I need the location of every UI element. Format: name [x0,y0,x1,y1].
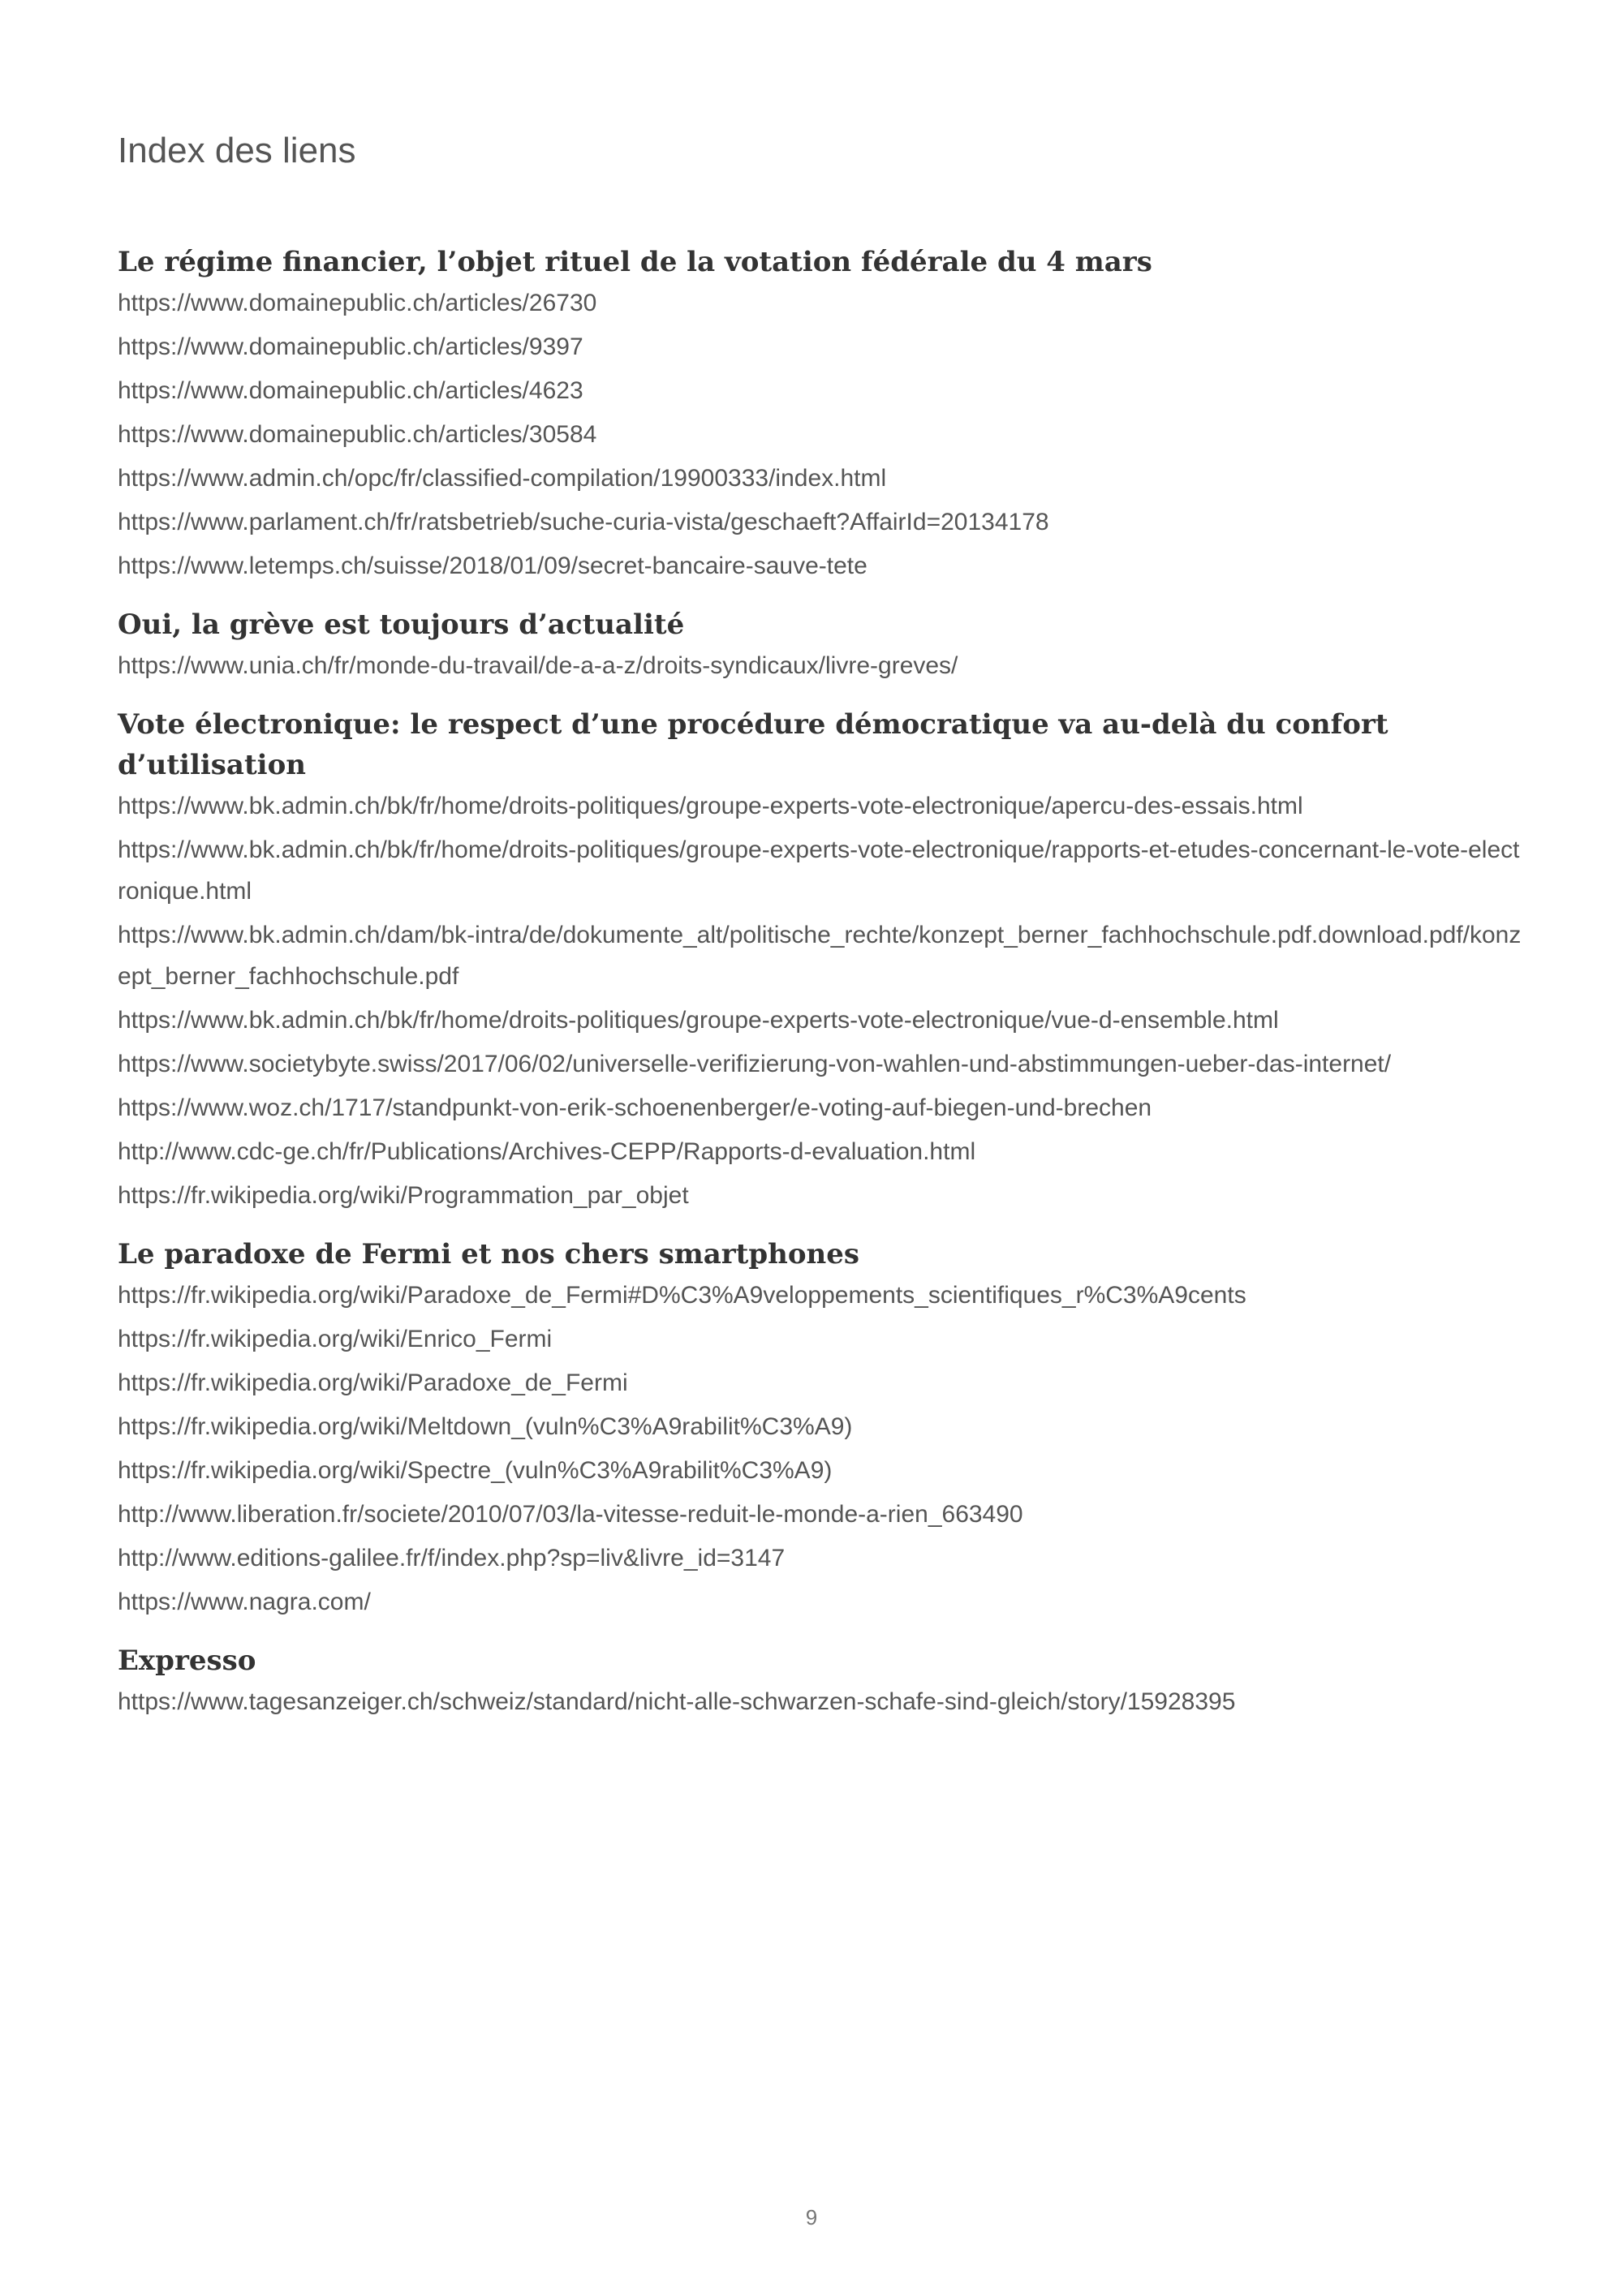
list-item [118,1318,1522,1360]
link[interactable]: https://www.woz.ch/1717/standpunkt-von-erik-schoenenberger/e-voting-auf-biegen-und-brechen [118,1094,1152,1121]
list-item [118,501,1522,543]
link[interactable]: https://fr.wikipedia.org/wiki/Spectre_(vuln%C3%A9rabilit%C3%A9) [118,1457,833,1484]
link[interactable]: https://fr.wikipedia.org/wiki/Programmation_par_objet [118,1182,689,1209]
section-title: Oui, la grève est toujours d’actualité [118,608,685,641]
section-expresso [118,1640,1522,1722]
section-paradoxe-fermi [118,1234,1522,1623]
link[interactable]: https://www.bk.admin.ch/bk/fr/home/droits-politiques/groupe-experts-vote-electronique/apercu-des-essais.html [118,793,1303,819]
link[interactable]: https://www.nagra.com/ [118,1589,371,1615]
link-list [118,645,1522,686]
link[interactable]: https://www.letemps.ch/suisse/2018/01/09/secret-bancaire-sauve-tete [118,553,867,579]
list-item [118,326,1522,368]
section-title: Expresso [118,1645,256,1677]
list-item [118,1175,1522,1216]
section-title: Le paradoxe de Fermi et nos chers smartphones [118,1238,860,1271]
link[interactable]: https://fr.wikipedia.org/wiki/Enrico_Fermi [118,1326,553,1352]
page-number: 9 [805,2205,818,2229]
link[interactable]: https://www.bk.admin.ch/dam/bk-intra/de/dokumente_alt/politische_rechte/konzept_berner_fachhochschule.pdf.download.pdf/konzept_berner_fachhochschule.pdf [118,922,1522,990]
link[interactable]: https://www.societybyte.swiss/2017/06/02/universelle-verifizierung-von-wahlen-und-abstimmungen-ueber-das-internet/ [118,1051,1392,1077]
link-list [118,785,1522,1216]
list-item [118,914,1522,997]
link-list [118,1275,1522,1623]
link[interactable]: https://www.unia.ch/fr/monde-du-travail/de-a-a-z/droits-syndicaux/livre-greves/ [118,652,958,679]
list-item [118,1087,1522,1129]
link[interactable]: https://www.tagesanzeiger.ch/schweiz/standard/nicht-alle-schwarzen-schafe-sind-gleich/story/15928395 [118,1688,1236,1715]
list-item [118,1494,1522,1535]
list-item [118,785,1522,827]
section-vote-electronique [118,704,1522,1216]
page-title: Index des liens [118,131,356,170]
list-item [118,1537,1522,1579]
link[interactable]: https://fr.wikipedia.org/wiki/Paradoxe_de_Fermi [118,1369,628,1396]
link[interactable]: https://www.domainepublic.ch/articles/30584 [118,421,597,448]
link[interactable]: https://www.domainepublic.ch/articles/26730 [118,290,597,316]
link[interactable]: https://www.domainepublic.ch/articles/4623 [118,377,583,404]
link[interactable]: http://www.cdc-ge.ch/fr/Publications/Archives-CEPP/Rapports-d-evaluation.html [118,1138,976,1165]
link[interactable]: https://www.bk.admin.ch/bk/fr/home/droits-politiques/groupe-experts-vote-electronique/vue-d-ensemble.html [118,1007,1279,1034]
link-index [118,242,1522,1740]
list-item [118,1581,1522,1623]
list-item [118,414,1522,455]
list-item [118,829,1522,912]
list-item [118,645,1522,686]
section-title: Vote électronique: le respect d’une procédure démocratique va au-delà du confort d’utilisation [118,708,1388,781]
list-item [118,545,1522,587]
list-item [118,1275,1522,1316]
link-list [118,1681,1522,1722]
list-item [118,458,1522,499]
list-item [118,1131,1522,1172]
list-item [118,370,1522,411]
link[interactable]: https://fr.wikipedia.org/wiki/Paradoxe_de_Fermi#D%C3%A9veloppements_scientifiques_r%C3%A9cents [118,1282,1246,1309]
list-item [118,1450,1522,1491]
link-list [118,282,1522,587]
link[interactable]: https://www.domainepublic.ch/articles/9397 [118,333,583,360]
link[interactable]: http://www.editions-galilee.fr/f/index.php?sp=liv&livre_id=3147 [118,1545,786,1572]
link[interactable]: https://www.admin.ch/opc/fr/classified-compilation/19900333/index.html [118,465,887,492]
link[interactable]: https://www.parlament.ch/fr/ratsbetrieb/suche-curia-vista/geschaeft?AffairId=20134178 [118,509,1049,535]
list-item [118,1000,1522,1041]
section-title: Le régime financier, l’objet rituel de la votation fédérale du 4 mars [118,246,1152,278]
list-item [118,1406,1522,1447]
list-item [118,1362,1522,1404]
list-item [118,282,1522,324]
link[interactable]: http://www.liberation.fr/societe/2010/07/03/la-vitesse-reduit-le-monde-a-rien_663490 [118,1501,1023,1528]
list-item [118,1681,1522,1722]
section-greve [118,604,1522,686]
list-item [118,1043,1522,1085]
link[interactable]: https://fr.wikipedia.org/wiki/Meltdown_(vuln%C3%A9rabilit%C3%A9) [118,1413,853,1440]
link[interactable]: https://www.bk.admin.ch/bk/fr/home/droits-politiques/groupe-experts-vote-electronique/rapports-et-etudes-concernant-le-vote-electronique.html [118,836,1520,905]
section-regime-financier [118,242,1522,587]
